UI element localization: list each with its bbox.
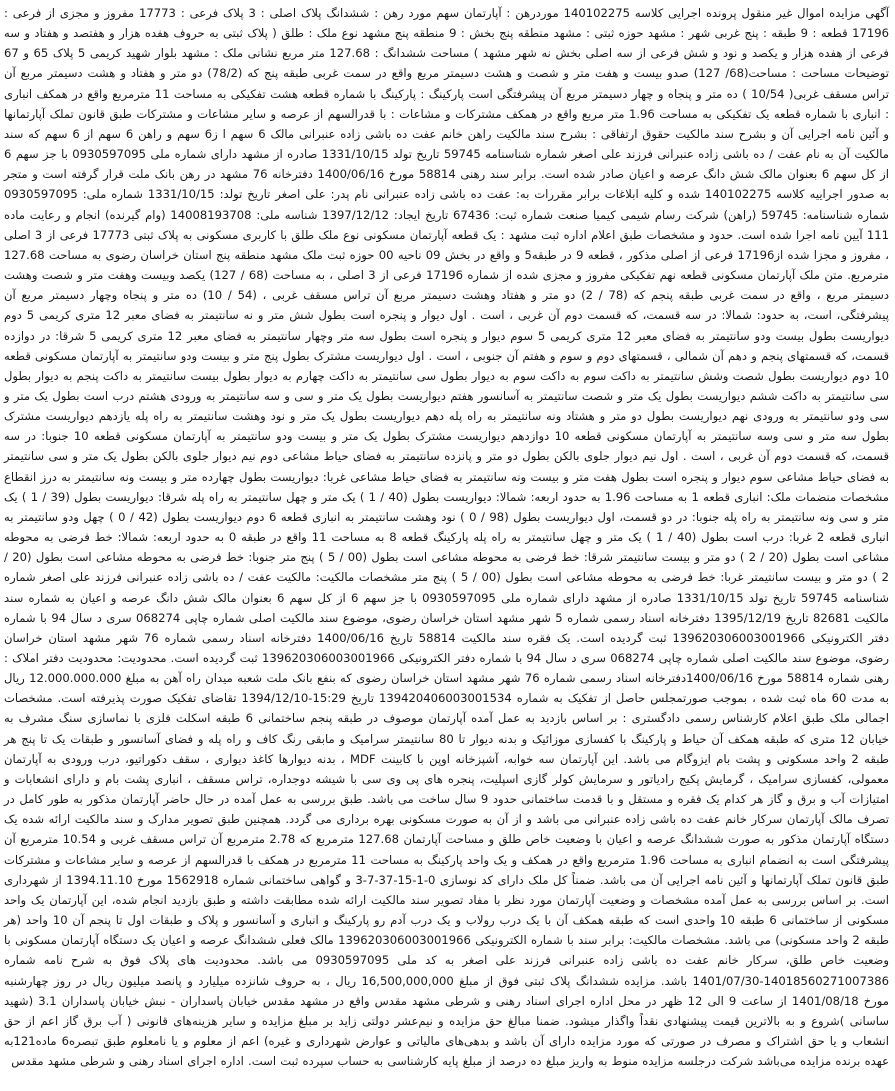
auction-notice-text: آگهی مزایده اموال غیر منقول پرونده اجرایی کلاسه 140102275 موردرهن : آپارتمان سهم مورد رهن : ششدانگ پلاک اصلی : 3 پلاک فرعی : 17773 مفروز و مجزی از فرعی : 17196 قطعه : 9 طبقه : پنج غربی شهر : مشهد حوزه ثبتی : مشهد منطقه پنج بخش : 9 منطقه پنج مشهد نوع ملک : طلق ( پلاک ثبتی به حروف هفده هزار و هفتصد و هفتاد و سه فرعی از هفده هزار و یکصد و نود و شش فرعی از سه اصلی بخش نه شهر مشهد ) مساحت ششدانگ : 127.68 متر مربع نشانی ملک : مشهد بلوار شهید کریمی 5 پلاک 65 و 67 توضیحات مساحت : مساحت(68/ 127) صدو بیست و هفت متر و شصت و هشت دسیمتر مربع واقع در سمت غربی طبقه پنج که (78/2) دو متر و هفتاد و هشت دسیمتر مربع آن تراس مسقف غربی( 10/54 ) ده متر و پنجاه و چهار دسیمتر مربع آن پیشرفتگی است پارکینگ : پارکینگ با شماره قطعه هشت تفکیکی به مساحت 11 مترمربع واقع در همکف انباری : انباری با شماره قطعه یک تفکیکی به مساحت 1.96 متر مربع واقع در همکف مشترکات و مشاعات : با قدرالسهم از عرصه و سایر مشاعات و مشترکات طبق قانون تملک آپارتمانها و آئین نامه اجرایی آن و بشرح سند مالکیت حقوق ارتفاقی : بشرح سند مالکیت راهن خانم عفت ده باشی زاده عنبرانی مالک 6 سهم ا ز6 سهم و راهن 6 سهم از 6 سهم که سند مالکیت آن به نام عفت / ده باشی زاده عنبرانی فرزند علی اصغر شماره شناسنامه 59745 تاریخ تولد 1331/10/15 صادره از مشهد دارای شماره ملی 0930597095 با جز سهم 6 از کل سهم 6 بعنوان مالک شش دانگ عرصه و اعیان صادر شده است. برابر سند رهنی 58814 مورخ 1400/06/16 دفترخانه 76 مشهد در رهن بانک ملت قرار گرفته است و متجر به صدور اجراییه کلاسه 140102275 شده و کلیه ابلاغات برابر مقررات به: عفت ده باشی زاده عنبرانی نام پدر: علی اصغر تاریخ تولد: 1331/10/15 شماره ملی: 0930597095 شماره شناسنامه: 59745 (راهن) شرکت رسام شیمی کیمیا صنعت شماره ثبت: 67436 تاریخ ایجاد: 1397/12/12 شناسه ملی: 14008193708 (وام گیرنده) انجام و رعایت ماده 111 آیین نامه اجرا شده است. حدود و مشخصات طبق اعلام اداره ثبت مشهد : یک قطعه آپارتمان مسکونی نوع ملک طلق با کاربری مسکونی به پلاک ثبتی 17773 فرعی از 3 اصلی ، مفروز و مجزا شده از17196 فرعی از اصلی مذکور ، قطعه 9 در طبقه5 و واقع در بخش 09 ناحیه 00 حوزه ثبت ملک مشهد منطقه پنج استان خراسان رضوی به مساحت 127.68 مترمربع. متن ملک آپارتمان مسکونی قطعه نهم تفکیکی مفروز و مجزی شده از شماره 17196 فرعی از 3 اصلی ، به مساحت (68 / 127) یکصد وبیست وهفت متر و شصت وهشت دسیمتر مربع ، واقع در سمت غربی طبقه پنجم که (78 / 2) دو متر و هفتاد وهشت دسیمتر مربع آن تراس مسقف غربی ، (54 / 10) ده متر و پنجاه وچهار دسیمتر مربع آن پیشرفتگی، است، به حدود: شمالا: در سه قسمت، که قسمت دوم آن غربی ، است . اول دیوار و پنجره است بطول شش متر و نه سانتیمتر به فضای معبر 12 متری کریمی 5 دوم دیواریست بطول بیست ودو سانتیمتر به فضای معبر 12 متری کریمی 5 سوم دیوار و پنجره است بطول سه متر وچهار سانتیمتر به فضای معبر 12 متری کریمی 5 شرقا: در دوازده قسمت، که قسمتهای پنجم و دهم آن شمالی ، قسمتهای دوم و سوم و هفتم آن جنوبی ، است . اول دیواریست مشترک بطول پنج متر و بیست ودو سانتیمتر به آپارتمان مسکونی قطعه 10 دوم دیواریست بطول شصت وشش سانتیمتر به داکت سوم به داکت سوم به دیوار بطول سی سانتیمتر به داکت چهارم به دیوار بطول بیست سانتیمتر به داکت پنجم به دیوار بطول سی سانتیمتر به داکت ششم دیواریست بطول یک متر و شصت سانتیمتر به آسانسور هفتم دیواریست بطول یک متر و سی و سه سانتیمتر به ورودی هشتم درب است بطول یک متر و سی ودو سانتیمتر به ورودی نهم دیواریست بطول دو متر و هشتاد ونه سانتیمتر به راه پله دهم دیواریست بطول یک متر و نود وهشت سانتیمتر به راه پله یازدهم دیواریست مشترک بطول سه متر و سی وسه سانتیمتر به آپارتمان مسکونی قطعه 10 دوازدهم دیواریست مشترک بطول یک متر و بیست ودو سانتیمتر به آپارتمان مسکونی قطعه 10 جنوبا: در سه قسمت، که قسمت دوم آن غربی ، است . اول نیم دیوار جلوی بالکن بطول دو متر و پانزده سانتیمتر به فضای حیاط مشاعی دوم نیم دیوار جلوی بالکن بطول یک متر و سی سانتیمتر به فضای حیاط مشاعی سوم دیوار و پنجره است بطول هفت متر و بیست ونه سانتیمتر به فضای حیاط مشاعی غربا: دیواریست بطول چهارده متر و بیست ونه سانتیمتر به درز انقطاع مشخصات منضمات ملک: انباری قطعه 1 به مساحت 1.96 به حدود اربعه: شمالا: دیواریست بطول (40 / 1 ) یک متر و چهل سانتیمتر به راه پله شرقا: دیواریست بطول (39 / 1 ) یک متر و سی ونه سانتیمتر به راه پله جنوبا: در دو قسمت، اول دیواریست بطول (98 / 0 ) نود وهشت سانتیمتر به انباری قطعه 6 دوم دیواریست بطول (42 / 0 ) چهل ودو سانتیمتر به انباری قطعه 2 غربا: درب است بطول (40 / 1 ) یک متر و چهل سانتیمتر به راه پله پارکینگ قطعه 8 به مساحت 11 واقع در طبقه 0 به حدود اربعه: شمالا: خط فرضی به محوطه مشاعی است بطول (20 / 2 ) دو متر و بیست سانتیمتر شرقا: خط فرضی به محوطه مشاعی است بطول (00 / 5 ) پنج متر جنوبا: خط فرضی به محوطه مشاعی است بطول (20 / 2 ) دو متر و بیست سانتیمتر غربا: خط فرضی به محوطه مشاعی است بطول (00 / 5 ) پنج متر مشخصات مالکیت: مالکیت عفت / ده باشی زاده عنبرانی فرزند علی اصغر شماره شناسنامه 59745 تاریخ تولد 1331/10/15 صادره از مشهد دارای شماره ملی 0930597095 با جز سهم 6 از کل سهم 6 بعنوان مالک شش دانگ عرصه و اعیان به شماره سند مالکیت 82681 تاریخ 1395/12/19 دفترخانه اسناد رسمی شماره 5 شهر مشهد استان خراسان رضوی، موضوع سند مالکیت اصلی شماره چاپی 068274 سری د سال 94 با شماره دفتر الکترونیکی 139620306003001966 ثبت گردیده است. یک فقره سند مالکیت 58814 تاریخ 1400/06/16 دفترخانه اسناد رسمی شماره 76 شهر مشهد استان خراسان رضوی، موضوع سند مالکیت اصلی شماره چاپی 068274 سری د سال 94 با شماره دفتر الکترونیکی 139620306003001966 ثبت گردیده است. محدودیت: محدودیت دفتر املاک : رهنی شماره 58814 مورخ 1400/06/16دفترخانه اسناد رسمی شماره 76 شهر مشهد استان خراسان رضوی که بنفع بانک ملت شعبه میدان راه آهن به مبلغ 12.000.000.000 ریال به مدت 60 ماه ثبت شده ، بموجب صورتمجلس حاصل از تفکیک به شماره 139420406003001534 تاریخ 15:29-1394/12/10 تقاضای تفکیک صورت پذیرفته است. مشخصات اجمالی ملک طبق اعلام کارشناس رسمی دادگستری : بر اساس بازدید به عمل آمده آپارتمان موصوف در طبقه پنجم ساختمانی 6 طبقه اسکلت فلزی با نماسازی سنگ مشرف به خیابان 12 متری که طبقه همکف آن حیاط و پارکینگ با کفسازی موزائیک و بدنه دیوار تا 80 سانتیمتر سرامیک و مابقی رنگ کاف و راه پله و فضای آسانسور و طبقات یک تا پنج هر طبقه 2 واحد مسکونی و پشت بام ایزوگام می باشد. این آپارتمان سه خوابه، آشپزخانه اوپن با کابینت MDF ، بدنه دیوارها کاغذ دیواری ، سقف دکوراتیو، درب ورودی به آپارتمان معمولی، کفسازی سرامیک ، گرمایش پکیج رادیاتور و سرمایش کولر گازی اسپلیت، پنجره های پی وی سی با شیشه دوجداره، تراس مسقف ، انباری پشت بام و دارای انشعابات و امتیازات آب و برق و گاز هر کدام یک فقره و مستقل و با قدمت ساختمانی حدود 9 سال ساخت می باشد. طبق بررسی به عمل آمده در حال حاضر آپارتمان مذکور به طور کامل در تصرف مالک آپارتمان سرکار خانم عفت ده باشی زاده عنبرانی می باشد و از آن به صورت مسکونی بهره برداری می گردد. همچنین طبق تصویر مدارک و سند مالکیت ارائه شده یک دستگاه آپارتمان مذکور به صورت ششدانگ عرصه و اعیان با وضعیت خاص طلق و مساحت آپارتمان 127.68 مترمربع که 2.78 مترمربع آن تراس مسقف غربی و 10.54 مترمربع آن پیشرفتگی است به انضمام انباری به مساحت 1.96 مترمربع واقع در همکف و یک واحد پارکینگ به مساحت 11 مترمربع در همکف با قدرالسهم از عرصه و سایر مشاعات و مشترکات طبق قانون تملک آپارتمانها و آئین نامه اجرایی آن می باشد. ضمناً کل ملک دارای کد نوسازی 0-1-15-37-7-3 و گواهی ساختمانی شماره 1562918 مورخ 1394.11.10 از شهرداری است. بر اساس بررسی به عمل آمده مشخصات و وضعیت آپارتمان مورد نظر با مفاد تصویر سند مالکیت ارائه شده مطابقت داشته و طبق بازدید انجام شده، این آپارتمان یک واحد مسکونی از ساختمانی 6 طبقه 10 واحدی است که طبقه همکف آن با یک درب رولاب و یک درب آدم رو پارکینگ و انباری و آسانسور و پلاک و طبقات اول تا پنجم آن 10 واحد (هر طبقه 2 واحد مسکونی) می باشد. مشخصات مالکیت: برابر سند با شماره الکترونیکی 139620306003001966 مالک فعلی ششدانگ عرصه و اعیان یک دستگاه آپارتمان مسکونی با وضعیت خاص طلق، سرکار خانم عفت ده باشی زاده عنبرانی فرزند علی اصغر به کد ملی 0930597095 می باشد. محدودیت های پلاک فوق به شرح نامه شماره 14018560271007386-1401/07/30 باشد. مزایده ششدانگ پلاک ثبتی فوق از مبلغ 16,500,000,000 ریال ، به حروف شانزده میلیارد و پانصد میلیون ریال در روز چهارشنبه مورخ 1401/08/18 از ساعت 9 الی 12 ظهر در محل اداره اجرای اسناد رهنی و شرطی مشهد مقدس واقع در مشهد مقدس خیابان پاسداران - نبش خیابان پاسداران 3.1 (شهید ساسانی )شروع و به بالاترین قیمت پیشنهادی نقداً واگذار میشود. ضمنا مبالغ حق مزایده و نیم‌عشر دولتی زاید بر مبلغ مزایده و سایر هزینه‌های قانونی ( آب برق گاز اعم از حق انشعاب و یا حق اشتراک و مصرف در صورتی که مورد مزایده دارای آن باشد و بدهی‌های مالیاتی و عوارض شهرداری و غیره) اعم از معلوم و یا نامعلوم طبق تبصره6 ماده121به عهده برنده مزایده می‌باشد شرکت درجلسه مزایده منوط به واریز مبلغ ده درصد از مبلغ پایه کارشناسی به حساب سپرده ثبت است. اداره اجرای اسناد رهنی و شرطی مشهد مقدس bbox=[4, 6, 890, 1069]
